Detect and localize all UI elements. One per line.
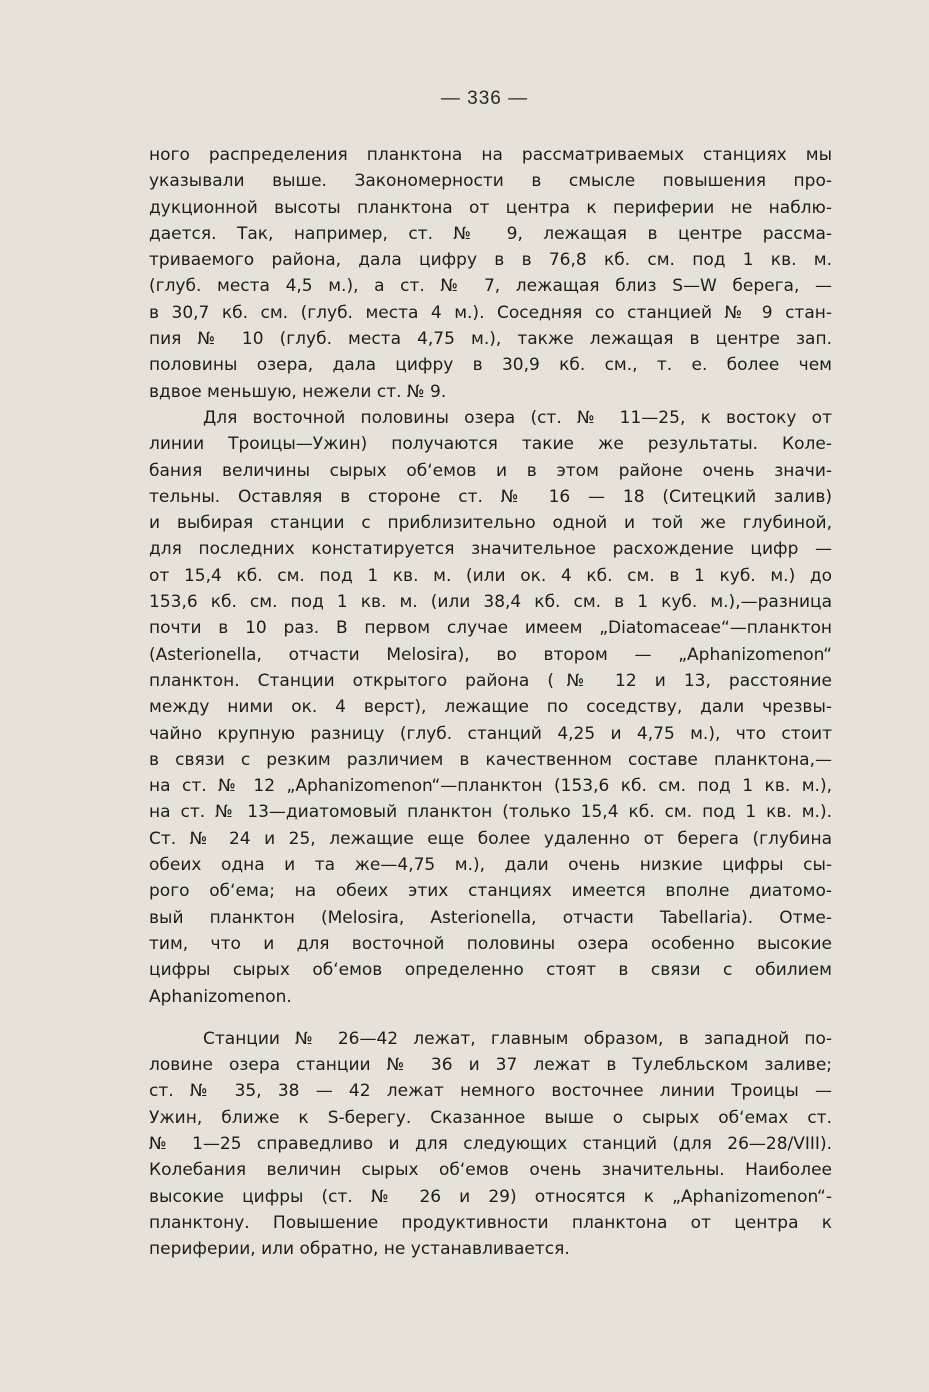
text-line: для последних констатируется значительное расхождение цифр — <box>149 539 832 560</box>
text-line: (Asterionella, отчасти Melosira), во втором — „Aphanizomenon“ <box>149 644 832 665</box>
paragraph-spacer <box>149 1010 832 1026</box>
text-line: ловине озера станции № 36 и 37 лежат в Тулебльском заливе; <box>149 1055 832 1076</box>
text-line: от 15,4 кб. см. под 1 кв. м. (или ок. 4 кб. см. в 1 куб. м.) до <box>149 565 832 586</box>
page-number: — 336 — <box>440 88 529 109</box>
text-line: цифры сырых об‘емов определенно стоят в связи с обилием <box>149 960 832 981</box>
text-line: в 30,7 кб. см. (глуб. места 4 м.). Соседняя со станцией № 9 стан- <box>149 302 832 323</box>
text-line: указывали выше. Закономерности в смысле повышения про- <box>149 171 832 192</box>
text-line: Ст. № 24 и 25, лежащие еще более удаленно от берега (глубина <box>149 828 832 849</box>
text-line: вый планктон (Melosira, Asterionella, отчасти Tabellaria). Отме- <box>149 907 832 928</box>
text-line: и выбирая станции с приблизительно одной и той же глубиной, <box>149 513 832 534</box>
text-line: между ними ок. 4 верст), лежащие по соседству, дали чрезвы- <box>149 697 832 718</box>
text-line: № 1—25 справедливо и для следующих станций (для 26—28/VIII). <box>149 1133 832 1154</box>
text-line: на ст. № 12 „Aphanizomenon“—планктон (153,6 кб. см. под 1 кв. м.), <box>149 776 832 797</box>
text-line: чайно крупную разницу (глуб. станций 4,25 и 4,75 м.), что стоит <box>149 723 832 744</box>
text-line: рого об‘ема; на обеих этих станциях имеется вполне диатомо- <box>149 881 832 902</box>
text-line: бания величины сырых об‘емов и в этом районе очень значи- <box>149 460 832 481</box>
text-line: триваемого района, дала цифру в в 76,8 кб. см. под 1 кв. м. <box>149 250 832 271</box>
text-line: планктон. Станции открытого района (№ 12 и 13, расстояние <box>149 670 832 691</box>
text-line: тельны. Оставляя в стороне ст. № 16 — 18 (Ситецкий залив) <box>149 486 832 507</box>
text-line: дукционной высоты планктона от центра к периферии не наблю- <box>149 197 832 218</box>
text-line: тим, что и для восточной половины озера особенно высокие <box>149 933 832 954</box>
text-line: в связи с резким различием в качественном составе планктона,— <box>149 749 832 770</box>
text-line: высокие цифры (ст. № 26 и 29) относятся к „Aphanizomenon“- <box>149 1186 832 1207</box>
text-line: Для восточной половины озера (ст. № 11—25, к востоку от <box>203 407 832 428</box>
paragraph-2 <box>149 405 832 1010</box>
text-line: планктону. Повышение продуктивности планктона от центра к <box>149 1212 832 1233</box>
text-line: пия № 10 (глуб. места 4,75 м.), также лежащая в центре зап. <box>149 329 832 350</box>
text-line: ст. № 35, 38 — 42 лежат немного восточнее линии Троицы — <box>149 1081 832 1102</box>
text-line: на ст. № 13—диатомовый планктон (только 15,4 кб. см. под 1 кв. м.). <box>149 802 832 823</box>
text-line: Станции № 26—42 лежат, главным образом, в западной по- <box>203 1028 832 1049</box>
text-line: Колебания величин сырых об‘емов очень значительны. Наиболее <box>149 1160 832 1181</box>
text-line: обеих одна и та же—4,75 м.), дали очень низкие цифры сы- <box>149 855 832 876</box>
text-line: Ужин, ближе к S-берегу. Сказанное выше о сырых об‘емах ст. <box>149 1107 832 1128</box>
text-line: ного распределения планктона на рассматриваемых станциях мы <box>149 145 832 165</box>
text-line: 153,6 кб. см. под 1 кв. м. (или 38,4 кб. см. в 1 куб. м.),—разница <box>149 592 832 613</box>
paragraph-1 <box>149 142 832 405</box>
text-line: вдвое меньшую, нежели ст. № 9. <box>149 381 447 402</box>
text-line: Aphanizomenon. <box>149 986 292 1007</box>
text-line: линии Троицы—Ужин) получаются такие же результаты. Коле- <box>149 434 832 455</box>
body-text <box>149 142 832 1262</box>
paragraph-3 <box>149 1026 832 1263</box>
text-line: почти в 10 раз. В первом случае имеем „Diatomaceae“—планктон <box>149 618 832 639</box>
text-line: периферии, или обратно, не устанавливается. <box>149 1239 570 1260</box>
text-line: половины озера, дала цифру в 30,9 кб. см., т. е. более чем <box>149 355 832 376</box>
text-line: дается. Так, например, ст. № 9, лежащая в центре рассма- <box>149 223 832 244</box>
text-line: (глуб. места 4,5 м.), а ст. № 7, лежащая близ S—W берега, — <box>149 276 832 297</box>
